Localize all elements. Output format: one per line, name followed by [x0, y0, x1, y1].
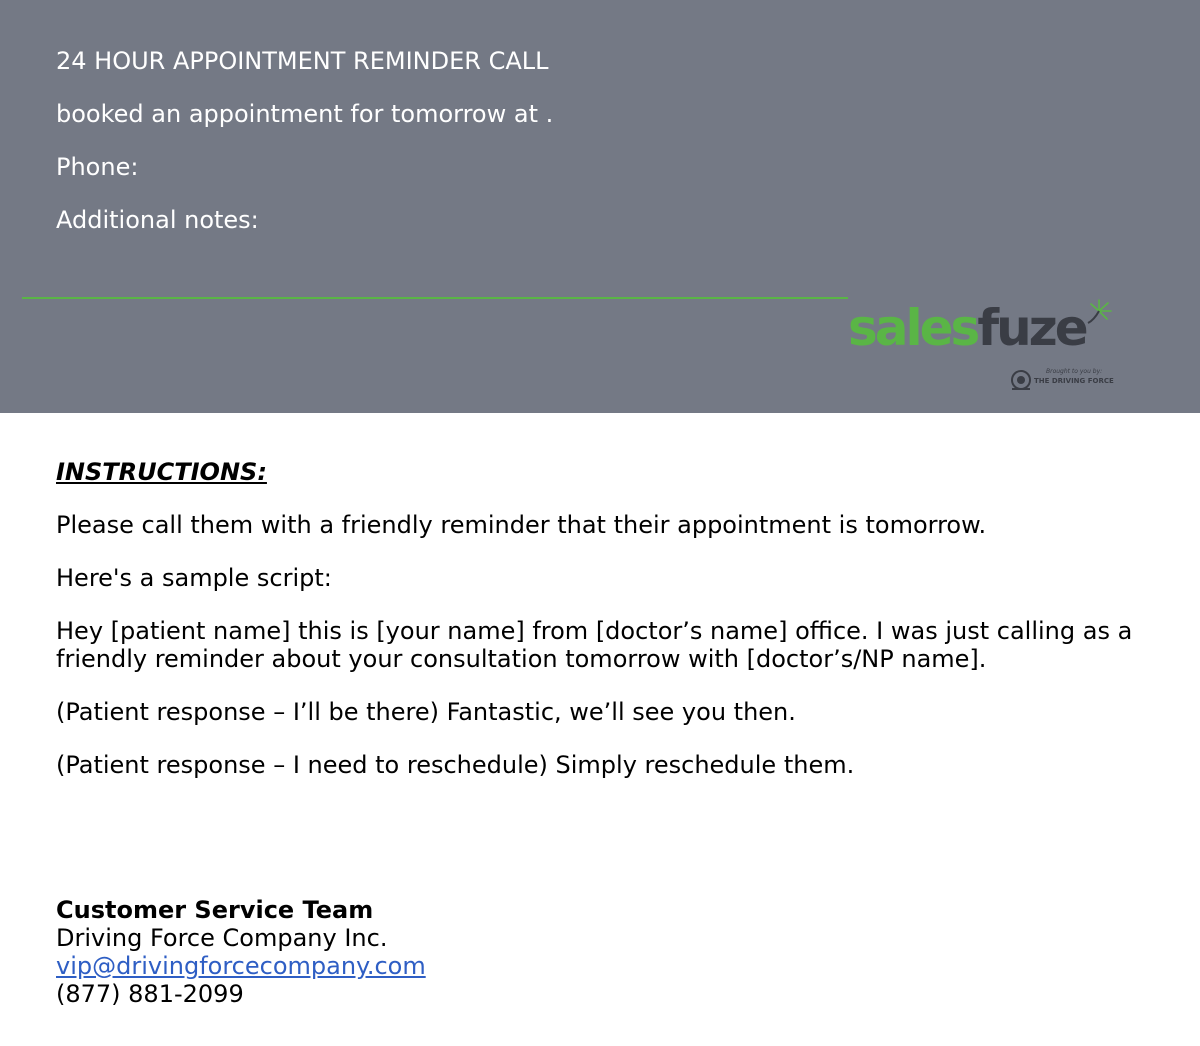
header-title: 24 HOUR APPOINTMENT REMINDER CALL — [56, 47, 549, 75]
salesfuze-logo — [848, 296, 1118, 396]
header-banner — [0, 0, 1200, 413]
booked-line: booked an appointment for tomorrow at . — [56, 100, 554, 128]
sample-script: Hey [patient name] this is [your name] from [doctor’s name] office. I was just calling as a friendly reminder about your consultation tomorrow with [doctor’s/NP name]. — [56, 617, 1133, 673]
signature-email-link[interactable]: vip@drivingforcecompany.com — [56, 952, 426, 980]
spark-icon — [1084, 296, 1114, 326]
logo-company: THE DRIVING FORCE — [1034, 377, 1114, 385]
instructions-line-2: Here's a sample script: — [56, 564, 332, 592]
patient-response-1: (Patient response – I’ll be there) Fantastic, we’ll see you then. — [56, 698, 796, 726]
signature-team: Customer Service Team — [56, 896, 374, 924]
instructions-heading: INSTRUCTIONS: — [56, 458, 267, 486]
logo-fuze-text: fuze — [977, 299, 1086, 357]
instructions-section — [56, 458, 1146, 804]
notes-label: Additional notes: — [56, 206, 259, 234]
signature-company: Driving Force Company Inc. — [56, 924, 388, 952]
logo-tagline: Brought to you by: — [1046, 368, 1103, 375]
logo-sales-text: sales — [848, 299, 978, 357]
header-divider — [22, 297, 848, 299]
signature-block — [56, 896, 426, 1008]
phone-label: Phone: — [56, 153, 139, 181]
patient-response-2: (Patient response – I need to reschedule) Simply reschedule them. — [56, 751, 855, 779]
signature-phone: (877) 881-2099 — [56, 980, 244, 1008]
instructions-line-1: Please call them with a friendly reminder that their appointment is tomorrow. — [56, 511, 987, 539]
logo-byline — [1010, 366, 1120, 392]
driving-force-icon — [1010, 369, 1032, 391]
logo-wordmark — [848, 298, 1086, 358]
